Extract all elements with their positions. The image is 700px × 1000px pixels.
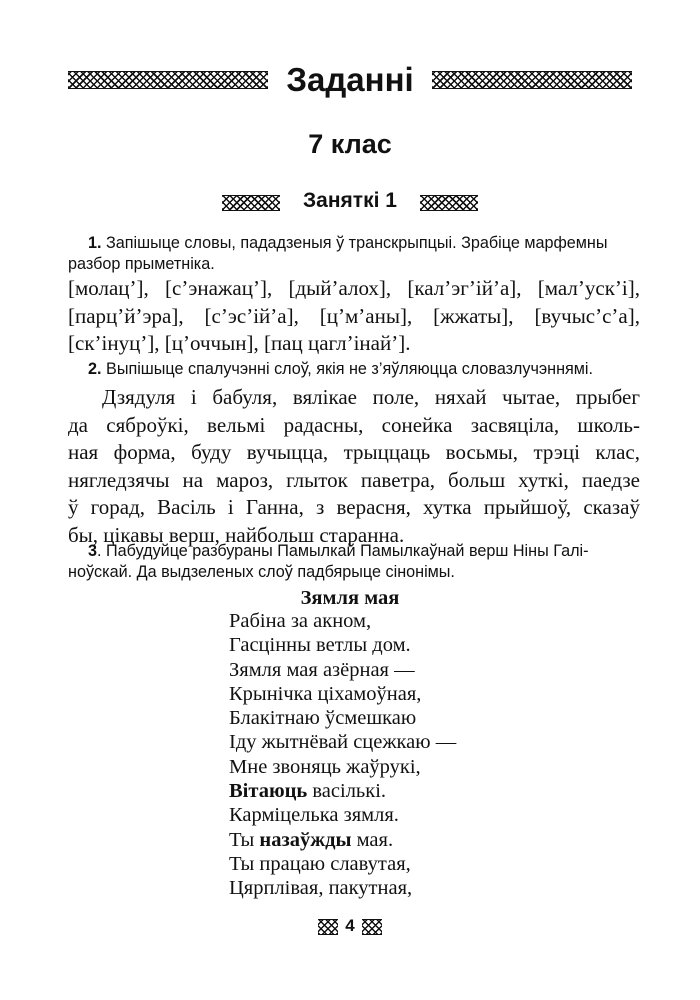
page-number: 4 [345, 916, 355, 935]
task-3-instruction [68, 541, 638, 583]
poem-body [229, 609, 529, 901]
highlighted-word: Вітаюць [229, 780, 308, 803]
task-2-line: нягледзячы на мароз, глыток паветра, больш хуткі, паедзе [68, 467, 640, 492]
task-1-words [68, 275, 640, 358]
poem-line: Карміцелька зямля. [229, 804, 399, 827]
poem-line: Ты працаю славутая, [229, 852, 411, 875]
task-2-text: Выпішыце спалучэнні слоў, якія не з’яўляюцца словазлучэннямі. [106, 360, 593, 378]
title-ornament-right [432, 71, 632, 89]
task-2-line: бы, цікавы верш, найбольш старанна. [68, 522, 405, 547]
task-2-instruction [68, 359, 638, 380]
poem-line: Крынічка ціхамоўная, [229, 682, 422, 705]
task-2-line: да сяброўкі, вельмі радасны, сонейка засвяціла, школь- [68, 412, 640, 437]
task-3-number: 3 [88, 542, 98, 560]
poem-title: Зямля мая [300, 587, 400, 609]
poem-line-rest: васількі. [307, 780, 387, 803]
lesson-ornament-right [420, 195, 478, 211]
poem-line: Гасцінны ветлы дом. [229, 634, 411, 657]
task-1-number: 1. [88, 234, 102, 252]
page-ornament-right [362, 919, 382, 935]
task-2-phrases [68, 384, 640, 549]
task-3-text-line2: ноўскай. Да выдзеленых слоў падбярыце сінонімы. [68, 563, 455, 581]
task-2-line: Дзядуля і бабуля, вялікае поле, няхай чытае, прыбег [102, 385, 640, 409]
poem-line [229, 828, 529, 852]
poem-line: Цярплівая, пакутная, [229, 877, 413, 900]
poem-line: Блакітнаю ўсмешкаю [229, 707, 417, 730]
poem-line: Мне звоняць жаўрукі, [229, 755, 421, 778]
page-title: Заданні [286, 61, 414, 98]
task-3-text-line1: . Пабудуйце разбураны Памылкай Памылкаўнай верш Ніны Галі- [97, 542, 589, 560]
lesson-heading: Заняткі 1 [303, 189, 397, 212]
task-1-words-line2: [парц’й’эра], [с’эс’ій’а], [ц’м’аны], [жжаты], [вучыс’с’а], [68, 303, 640, 328]
poem-line-pre: Ты [229, 828, 260, 851]
poem-line [229, 779, 529, 803]
poem-line: Іду жытнёвай сцежкаю — [229, 731, 457, 754]
highlighted-word: назаўжды [259, 828, 352, 851]
poem-line: Зямля мая азёрная — [229, 658, 415, 681]
task-2-line: ў горад, Васіль і Ганна, з верасня, хутка прыйшоў, сказаў [68, 495, 640, 519]
task-1-words-line1: [молац’], [с’энажац’], [дый’алох], [кал’эг’ій’а], [мал’уск’і], [68, 276, 640, 300]
poem-line: Рабіна за акном, [229, 610, 372, 632]
poem-line-post: мая. [351, 828, 394, 851]
grade-heading: 7 клас [308, 129, 392, 159]
task-1-text-line1: Запішыце словы, пададзеныя ў транскрыпцыі. Зрабіце марфемны [106, 234, 608, 252]
task-2-number: 2. [88, 360, 102, 378]
task-2-line: ная форма, буду вучыцца, трыццаць восьмы, трэці клас, [68, 440, 640, 464]
task-1-text-line2: разбор прыметніка. [68, 255, 215, 273]
task-1-words-line3: [ск’інуц’], [ц’оччын], [пац цагл’інай’]. [68, 331, 411, 355]
task-1-instruction [68, 233, 638, 275]
